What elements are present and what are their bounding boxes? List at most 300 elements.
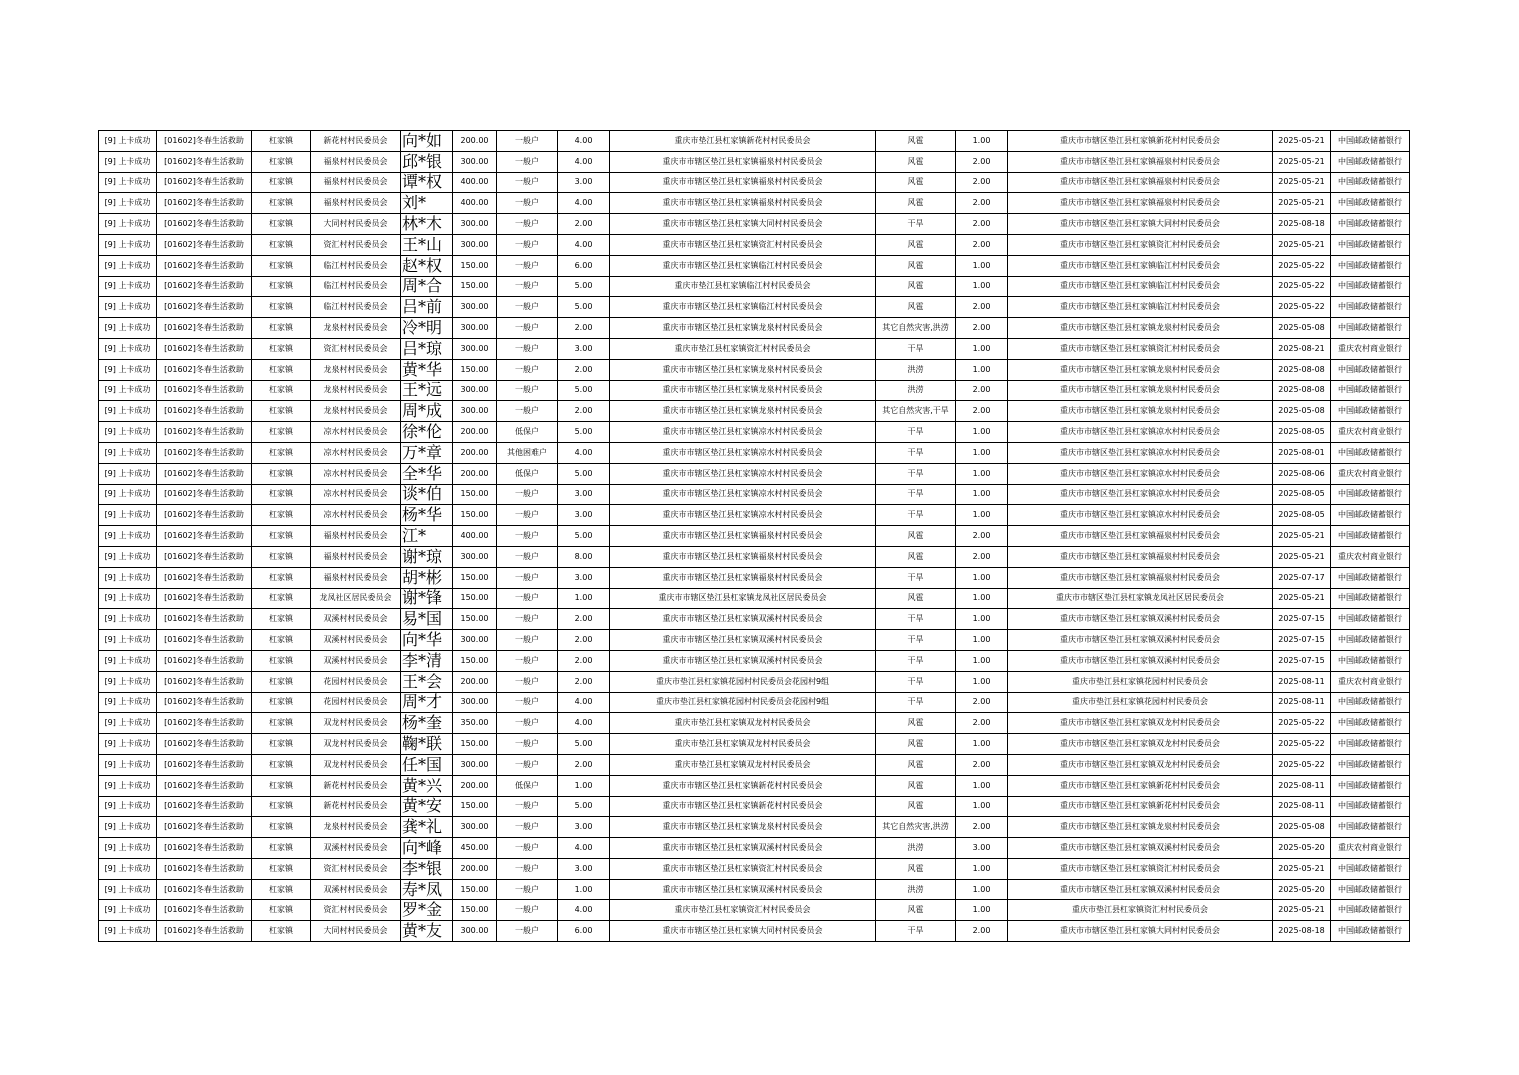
amount-cell: 150.00 — [453, 484, 497, 505]
town-cell: 杠家镇 — [252, 713, 311, 734]
town-cell: 杠家镇 — [252, 775, 311, 796]
status-cell: [9] 上卡成功 — [99, 879, 157, 900]
program-cell: [01602]冬春生活救助 — [157, 879, 252, 900]
household-size-cell: 3.00 — [558, 172, 610, 193]
village-cell: 资汇村村民委员会 — [311, 338, 401, 359]
village-cell: 新花村村民委员会 — [311, 796, 401, 817]
table-row — [99, 879, 1410, 900]
village-cell: 临江村村民委员会 — [311, 276, 401, 297]
committee-cell: 重庆市市辖区垫江县杠家镇福泉村村民委员会 — [1008, 151, 1273, 172]
village-cell: 福泉村村民委员会 — [311, 193, 401, 214]
disaster-type-cell: 洪涝 — [876, 359, 956, 380]
household-type-cell: 一般户 — [497, 650, 558, 671]
date-cell: 2025-05-22 — [1273, 276, 1331, 297]
table-row — [99, 754, 1410, 775]
status-cell: [9] 上卡成功 — [99, 297, 157, 318]
village-cell: 龙泉村村民委员会 — [311, 318, 401, 339]
status-cell: [9] 上卡成功 — [99, 214, 157, 235]
committee-cell: 重庆市市辖区垫江县杠家镇龙泉村村民委员会 — [1008, 359, 1273, 380]
date-cell: 2025-05-21 — [1273, 172, 1331, 193]
recipient-name-cell: 吕*前 — [401, 297, 453, 318]
household-type-cell: 一般户 — [497, 234, 558, 255]
address-cell: 重庆市市辖区垫江县杠家镇龙泉村村民委员会 — [610, 817, 876, 838]
table-row — [99, 193, 1410, 214]
amount-cell: 200.00 — [453, 775, 497, 796]
town-cell: 杠家镇 — [252, 318, 311, 339]
bank-cell: 中国邮政储蓄银行 — [1331, 401, 1410, 422]
committee-cell: 重庆市市辖区垫江县杠家镇福泉村村民委员会 — [1008, 193, 1273, 214]
household-type-cell: 一般户 — [497, 484, 558, 505]
program-cell: [01602]冬春生活救助 — [157, 692, 252, 713]
household-size-cell: 2.00 — [558, 359, 610, 380]
bank-cell: 重庆农村商业银行 — [1331, 463, 1410, 484]
town-cell: 杠家镇 — [252, 359, 311, 380]
address-cell: 重庆市市辖区垫江县杠家镇凉水村村民委员会 — [610, 505, 876, 526]
bank-cell: 重庆农村商业银行 — [1331, 838, 1410, 859]
disaster-type-cell: 风雹 — [876, 526, 956, 547]
town-cell: 杠家镇 — [252, 338, 311, 359]
household-size-cell: 5.00 — [558, 526, 610, 547]
date-cell: 2025-05-21 — [1273, 151, 1331, 172]
disaster-type-cell: 风雹 — [876, 131, 956, 152]
bank-cell: 重庆农村商业银行 — [1331, 671, 1410, 692]
date-cell: 2025-08-08 — [1273, 359, 1331, 380]
village-cell: 福泉村村民委员会 — [311, 567, 401, 588]
recipient-name-cell: 易*国 — [401, 609, 453, 630]
affected-count-cell: 1.00 — [956, 422, 1008, 443]
recipient-name-cell: 黄*安 — [401, 796, 453, 817]
program-cell: [01602]冬春生活救助 — [157, 630, 252, 651]
table-row — [99, 234, 1410, 255]
recipient-name-cell: 黄*兴 — [401, 775, 453, 796]
table-row — [99, 692, 1410, 713]
table-row — [99, 172, 1410, 193]
date-cell: 2025-05-20 — [1273, 838, 1331, 859]
date-cell: 2025-05-21 — [1273, 234, 1331, 255]
bank-cell: 中国邮政储蓄银行 — [1331, 193, 1410, 214]
affected-count-cell: 2.00 — [956, 401, 1008, 422]
recipient-name-cell: 龚*礼 — [401, 817, 453, 838]
date-cell: 2025-05-22 — [1273, 255, 1331, 276]
town-cell: 杠家镇 — [252, 172, 311, 193]
table-row — [99, 422, 1410, 443]
town-cell: 杠家镇 — [252, 734, 311, 755]
village-cell: 凉水村村民委员会 — [311, 484, 401, 505]
bank-cell: 中国邮政储蓄银行 — [1331, 858, 1410, 879]
affected-count-cell: 1.00 — [956, 567, 1008, 588]
status-cell: [9] 上卡成功 — [99, 380, 157, 401]
affected-count-cell: 1.00 — [956, 276, 1008, 297]
household-type-cell: 一般户 — [497, 297, 558, 318]
amount-cell: 300.00 — [453, 754, 497, 775]
date-cell: 2025-05-21 — [1273, 546, 1331, 567]
bank-cell: 中国邮政储蓄银行 — [1331, 359, 1410, 380]
address-cell: 重庆市市辖区垫江县杠家镇双溪村村民委员会 — [610, 879, 876, 900]
address-cell: 重庆市市辖区垫江县杠家镇资汇村村民委员会 — [610, 858, 876, 879]
recipient-name-cell: 谢*锋 — [401, 588, 453, 609]
committee-cell: 重庆市市辖区垫江县杠家镇龙泉村村民委员会 — [1008, 318, 1273, 339]
address-cell: 重庆市市辖区垫江县杠家镇凉水村村民委员会 — [610, 484, 876, 505]
table-row — [99, 463, 1410, 484]
household-type-cell: 一般户 — [497, 734, 558, 755]
table-row — [99, 734, 1410, 755]
household-size-cell: 3.00 — [558, 338, 610, 359]
bank-cell: 中国邮政储蓄银行 — [1331, 734, 1410, 755]
household-type-cell: 一般户 — [497, 401, 558, 422]
status-cell: [9] 上卡成功 — [99, 796, 157, 817]
affected-count-cell: 1.00 — [956, 858, 1008, 879]
household-type-cell: 一般户 — [497, 505, 558, 526]
household-type-cell: 一般户 — [497, 172, 558, 193]
program-cell: [01602]冬春生活救助 — [157, 401, 252, 422]
household-size-cell: 3.00 — [558, 484, 610, 505]
disaster-type-cell: 风雹 — [876, 796, 956, 817]
household-size-cell: 2.00 — [558, 671, 610, 692]
town-cell: 杠家镇 — [252, 692, 311, 713]
town-cell: 杠家镇 — [252, 131, 311, 152]
household-type-cell: 一般户 — [497, 588, 558, 609]
committee-cell: 重庆市市辖区垫江县杠家镇福泉村村民委员会 — [1008, 526, 1273, 547]
bank-cell: 中国邮政储蓄银行 — [1331, 442, 1410, 463]
recipient-name-cell: 罗*金 — [401, 900, 453, 921]
recipient-name-cell: 向*华 — [401, 630, 453, 651]
household-type-cell: 一般户 — [497, 567, 558, 588]
household-type-cell: 一般户 — [497, 193, 558, 214]
table-row — [99, 775, 1410, 796]
household-size-cell: 4.00 — [558, 442, 610, 463]
disaster-type-cell: 干旱 — [876, 422, 956, 443]
disaster-type-cell: 风雹 — [876, 775, 956, 796]
household-size-cell: 3.00 — [558, 817, 610, 838]
date-cell: 2025-08-05 — [1273, 505, 1331, 526]
address-cell: 重庆市垫江县杠家镇双龙村村民委员会 — [610, 754, 876, 775]
village-cell: 龙泉村村民委员会 — [311, 817, 401, 838]
committee-cell: 重庆市市辖区垫江县杠家镇资汇村村民委员会 — [1008, 338, 1273, 359]
household-type-cell: 一般户 — [497, 214, 558, 235]
program-cell: [01602]冬春生活救助 — [157, 193, 252, 214]
committee-cell: 重庆市市辖区垫江县杠家镇新花村村民委员会 — [1008, 796, 1273, 817]
committee-cell: 重庆市市辖区垫江县杠家镇龙凤社区居民委员会 — [1008, 588, 1273, 609]
status-cell: [9] 上卡成功 — [99, 463, 157, 484]
household-size-cell: 5.00 — [558, 734, 610, 755]
status-cell: [9] 上卡成功 — [99, 442, 157, 463]
date-cell: 2025-08-08 — [1273, 380, 1331, 401]
address-cell: 重庆市市辖区垫江县杠家镇新花村村民委员会 — [610, 775, 876, 796]
affected-count-cell: 1.00 — [956, 338, 1008, 359]
household-size-cell: 3.00 — [558, 567, 610, 588]
address-cell: 重庆市垫江县杠家镇资汇村村民委员会 — [610, 900, 876, 921]
date-cell: 2025-08-11 — [1273, 796, 1331, 817]
affected-count-cell: 2.00 — [956, 172, 1008, 193]
date-cell: 2025-08-11 — [1273, 692, 1331, 713]
bank-cell: 重庆农村商业银行 — [1331, 422, 1410, 443]
committee-cell: 重庆市市辖区垫江县杠家镇大同村村民委员会 — [1008, 921, 1273, 942]
village-cell: 资汇村村民委员会 — [311, 234, 401, 255]
program-cell: [01602]冬春生活救助 — [157, 318, 252, 339]
village-cell: 凉水村村民委员会 — [311, 422, 401, 443]
household-size-cell: 2.00 — [558, 401, 610, 422]
bank-cell: 中国邮政储蓄银行 — [1331, 214, 1410, 235]
household-type-cell: 其他困难户 — [497, 442, 558, 463]
program-cell: [01602]冬春生活救助 — [157, 297, 252, 318]
bank-cell: 中国邮政储蓄银行 — [1331, 526, 1410, 547]
date-cell: 2025-08-21 — [1273, 338, 1331, 359]
committee-cell: 重庆市市辖区垫江县杠家镇凉水村村民委员会 — [1008, 463, 1273, 484]
village-cell: 龙凤社区居民委员会 — [311, 588, 401, 609]
town-cell: 杠家镇 — [252, 401, 311, 422]
table-row — [99, 713, 1410, 734]
household-type-cell: 一般户 — [497, 858, 558, 879]
table-row — [99, 131, 1410, 152]
address-cell: 重庆市市辖区垫江县杠家镇福泉村村民委员会 — [610, 567, 876, 588]
committee-cell: 重庆市市辖区垫江县杠家镇双龙村村民委员会 — [1008, 754, 1273, 775]
committee-cell: 重庆市垫江县杠家镇资汇村村民委员会 — [1008, 900, 1273, 921]
bank-cell: 中国邮政储蓄银行 — [1331, 234, 1410, 255]
affected-count-cell: 2.00 — [956, 318, 1008, 339]
disaster-type-cell: 风雹 — [876, 588, 956, 609]
status-cell: [9] 上卡成功 — [99, 318, 157, 339]
program-cell: [01602]冬春生活救助 — [157, 422, 252, 443]
disaster-type-cell: 干旱 — [876, 567, 956, 588]
village-cell: 龙泉村村民委员会 — [311, 401, 401, 422]
table-row — [99, 609, 1410, 630]
household-type-cell: 一般户 — [497, 900, 558, 921]
bank-cell: 重庆农村商业银行 — [1331, 338, 1410, 359]
table-row — [99, 567, 1410, 588]
recipient-name-cell: 王*远 — [401, 380, 453, 401]
disaster-type-cell: 干旱 — [876, 463, 956, 484]
town-cell: 杠家镇 — [252, 900, 311, 921]
household-size-cell: 5.00 — [558, 297, 610, 318]
table-row — [99, 796, 1410, 817]
village-cell: 福泉村村民委员会 — [311, 151, 401, 172]
amount-cell: 150.00 — [453, 609, 497, 630]
program-cell: [01602]冬春生活救助 — [157, 734, 252, 755]
recipient-name-cell: 杨*华 — [401, 505, 453, 526]
village-cell: 资汇村村民委员会 — [311, 900, 401, 921]
bank-cell: 中国邮政储蓄银行 — [1331, 900, 1410, 921]
date-cell: 2025-08-05 — [1273, 422, 1331, 443]
recipient-name-cell: 周*成 — [401, 401, 453, 422]
affected-count-cell: 1.00 — [956, 630, 1008, 651]
program-cell: [01602]冬春生活救助 — [157, 838, 252, 859]
affected-count-cell: 1.00 — [956, 650, 1008, 671]
village-cell: 双溪村村民委员会 — [311, 630, 401, 651]
village-cell: 双龙村村民委员会 — [311, 754, 401, 775]
disaster-type-cell: 风雹 — [876, 900, 956, 921]
household-size-cell: 4.00 — [558, 692, 610, 713]
disaster-type-cell: 风雹 — [876, 234, 956, 255]
village-cell: 临江村村民委员会 — [311, 297, 401, 318]
village-cell: 凉水村村民委员会 — [311, 505, 401, 526]
recipient-name-cell: 邱*银 — [401, 151, 453, 172]
recipient-name-cell: 刘* — [401, 193, 453, 214]
committee-cell: 重庆市市辖区垫江县杠家镇资汇村村民委员会 — [1008, 858, 1273, 879]
amount-cell: 200.00 — [453, 422, 497, 443]
village-cell: 凉水村村民委员会 — [311, 442, 401, 463]
committee-cell: 重庆市市辖区垫江县杠家镇临江村村民委员会 — [1008, 276, 1273, 297]
table-row — [99, 900, 1410, 921]
household-type-cell: 一般户 — [497, 921, 558, 942]
table-row — [99, 276, 1410, 297]
household-size-cell: 4.00 — [558, 713, 610, 734]
amount-cell: 200.00 — [453, 858, 497, 879]
bank-cell: 中国邮政储蓄银行 — [1331, 588, 1410, 609]
household-type-cell: 一般户 — [497, 359, 558, 380]
village-cell: 双溪村村民委员会 — [311, 650, 401, 671]
affected-count-cell: 2.00 — [956, 151, 1008, 172]
date-cell: 2025-07-15 — [1273, 630, 1331, 651]
amount-cell: 150.00 — [453, 255, 497, 276]
bank-cell: 中国邮政储蓄银行 — [1331, 817, 1410, 838]
town-cell: 杠家镇 — [252, 151, 311, 172]
committee-cell: 重庆市市辖区垫江县杠家镇双溪村村民委员会 — [1008, 838, 1273, 859]
program-cell: [01602]冬春生活救助 — [157, 151, 252, 172]
bank-cell: 中国邮政储蓄银行 — [1331, 318, 1410, 339]
program-cell: [01602]冬春生活救助 — [157, 858, 252, 879]
amount-cell: 450.00 — [453, 838, 497, 859]
address-cell: 重庆市市辖区垫江县杠家镇龙泉村村民委员会 — [610, 318, 876, 339]
town-cell: 杠家镇 — [252, 630, 311, 651]
disaster-type-cell: 干旱 — [876, 484, 956, 505]
bank-cell: 中国邮政储蓄银行 — [1331, 713, 1410, 734]
household-type-cell: 低保户 — [497, 463, 558, 484]
household-type-cell: 一般户 — [497, 318, 558, 339]
committee-cell: 重庆市市辖区垫江县杠家镇新花村村民委员会 — [1008, 131, 1273, 152]
address-cell: 重庆市市辖区垫江县杠家镇龙泉村村民委员会 — [610, 359, 876, 380]
bank-cell: 中国邮政储蓄银行 — [1331, 255, 1410, 276]
household-size-cell: 5.00 — [558, 276, 610, 297]
status-cell: [9] 上卡成功 — [99, 338, 157, 359]
disaster-type-cell: 风雹 — [876, 297, 956, 318]
program-cell: [01602]冬春生活救助 — [157, 900, 252, 921]
address-cell: 重庆市垫江县杠家镇临江村村民委员会 — [610, 276, 876, 297]
committee-cell: 重庆市市辖区垫江县杠家镇龙泉村村民委员会 — [1008, 401, 1273, 422]
village-cell: 大同村村民委员会 — [311, 214, 401, 235]
table-row — [99, 401, 1410, 422]
village-cell: 新花村村民委员会 — [311, 131, 401, 152]
program-cell: [01602]冬春生活救助 — [157, 359, 252, 380]
date-cell: 2025-05-21 — [1273, 900, 1331, 921]
recipient-name-cell: 谭*权 — [401, 172, 453, 193]
program-cell: [01602]冬春生活救助 — [157, 276, 252, 297]
committee-cell: 重庆市市辖区垫江县杠家镇凉水村村民委员会 — [1008, 442, 1273, 463]
affected-count-cell: 1.00 — [956, 131, 1008, 152]
amount-cell: 200.00 — [453, 131, 497, 152]
status-cell: [9] 上卡成功 — [99, 422, 157, 443]
status-cell: [9] 上卡成功 — [99, 401, 157, 422]
date-cell: 2025-08-18 — [1273, 921, 1331, 942]
town-cell: 杠家镇 — [252, 796, 311, 817]
disaster-type-cell: 风雹 — [876, 713, 956, 734]
amount-cell: 300.00 — [453, 921, 497, 942]
bank-cell: 中国邮政储蓄银行 — [1331, 921, 1410, 942]
recipient-name-cell: 江* — [401, 526, 453, 547]
bank-cell: 中国邮政储蓄银行 — [1331, 630, 1410, 651]
address-cell: 重庆市市辖区垫江县杠家镇龙泉村村民委员会 — [610, 401, 876, 422]
affected-count-cell: 1.00 — [956, 505, 1008, 526]
address-cell: 重庆市垫江县杠家镇新花村村民委员会 — [610, 131, 876, 152]
household-size-cell: 4.00 — [558, 234, 610, 255]
status-cell: [9] 上卡成功 — [99, 713, 157, 734]
household-type-cell: 一般户 — [497, 879, 558, 900]
program-cell: [01602]冬春生活救助 — [157, 255, 252, 276]
date-cell: 2025-05-21 — [1273, 131, 1331, 152]
address-cell: 重庆市市辖区垫江县杠家镇龙泉村村民委员会 — [610, 380, 876, 401]
address-cell: 重庆市市辖区垫江县杠家镇福泉村村民委员会 — [610, 151, 876, 172]
disaster-type-cell: 干旱 — [876, 338, 956, 359]
program-cell: [01602]冬春生活救助 — [157, 588, 252, 609]
date-cell: 2025-08-18 — [1273, 214, 1331, 235]
recipient-name-cell: 林*木 — [401, 214, 453, 235]
affected-count-cell: 2.00 — [956, 297, 1008, 318]
bank-cell: 中国邮政储蓄银行 — [1331, 754, 1410, 775]
amount-cell: 300.00 — [453, 234, 497, 255]
program-cell: [01602]冬春生活救助 — [157, 463, 252, 484]
date-cell: 2025-05-22 — [1273, 734, 1331, 755]
committee-cell: 重庆市市辖区垫江县杠家镇临江村村民委员会 — [1008, 297, 1273, 318]
affected-count-cell: 2.00 — [956, 193, 1008, 214]
status-cell: [9] 上卡成功 — [99, 671, 157, 692]
status-cell: [9] 上卡成功 — [99, 567, 157, 588]
village-cell: 福泉村村民委员会 — [311, 526, 401, 547]
committee-cell: 重庆市市辖区垫江县杠家镇双溪村村民委员会 — [1008, 630, 1273, 651]
status-cell: [9] 上卡成功 — [99, 838, 157, 859]
committee-cell: 重庆市垫江县杠家镇花园村村民委员会 — [1008, 692, 1273, 713]
town-cell: 杠家镇 — [252, 422, 311, 443]
amount-cell: 300.00 — [453, 318, 497, 339]
table-row — [99, 838, 1410, 859]
amount-cell: 400.00 — [453, 172, 497, 193]
town-cell: 杠家镇 — [252, 380, 311, 401]
program-cell: [01602]冬春生活救助 — [157, 775, 252, 796]
affected-count-cell: 3.00 — [956, 838, 1008, 859]
table-row — [99, 318, 1410, 339]
household-size-cell: 1.00 — [558, 879, 610, 900]
village-cell: 福泉村村民委员会 — [311, 172, 401, 193]
affected-count-cell: 1.00 — [956, 442, 1008, 463]
affected-count-cell: 1.00 — [956, 359, 1008, 380]
status-cell: [9] 上卡成功 — [99, 609, 157, 630]
affected-count-cell: 1.00 — [956, 900, 1008, 921]
household-type-cell: 一般户 — [497, 671, 558, 692]
disaster-type-cell: 干旱 — [876, 671, 956, 692]
address-cell: 重庆市市辖区垫江县杠家镇福泉村村民委员会 — [610, 172, 876, 193]
amount-cell: 150.00 — [453, 734, 497, 755]
town-cell: 杠家镇 — [252, 879, 311, 900]
table-body — [99, 131, 1410, 942]
table-row — [99, 921, 1410, 942]
town-cell: 杠家镇 — [252, 276, 311, 297]
disaster-type-cell: 风雹 — [876, 546, 956, 567]
town-cell: 杠家镇 — [252, 838, 311, 859]
program-cell: [01602]冬春生活救助 — [157, 713, 252, 734]
status-cell: [9] 上卡成功 — [99, 193, 157, 214]
committee-cell: 重庆市市辖区垫江县杠家镇新花村村民委员会 — [1008, 775, 1273, 796]
disaster-type-cell: 风雹 — [876, 172, 956, 193]
household-size-cell: 4.00 — [558, 838, 610, 859]
recipient-name-cell: 全*华 — [401, 463, 453, 484]
bank-cell: 中国邮政储蓄银行 — [1331, 505, 1410, 526]
address-cell: 重庆市市辖区垫江县杠家镇双溪村村民委员会 — [610, 650, 876, 671]
committee-cell: 重庆市市辖区垫江县杠家镇凉水村村民委员会 — [1008, 422, 1273, 443]
disaster-type-cell: 干旱 — [876, 505, 956, 526]
bank-cell: 中国邮政储蓄银行 — [1331, 151, 1410, 172]
date-cell: 2025-08-11 — [1273, 775, 1331, 796]
household-size-cell: 4.00 — [558, 193, 610, 214]
affected-count-cell: 2.00 — [956, 921, 1008, 942]
status-cell: [9] 上卡成功 — [99, 359, 157, 380]
